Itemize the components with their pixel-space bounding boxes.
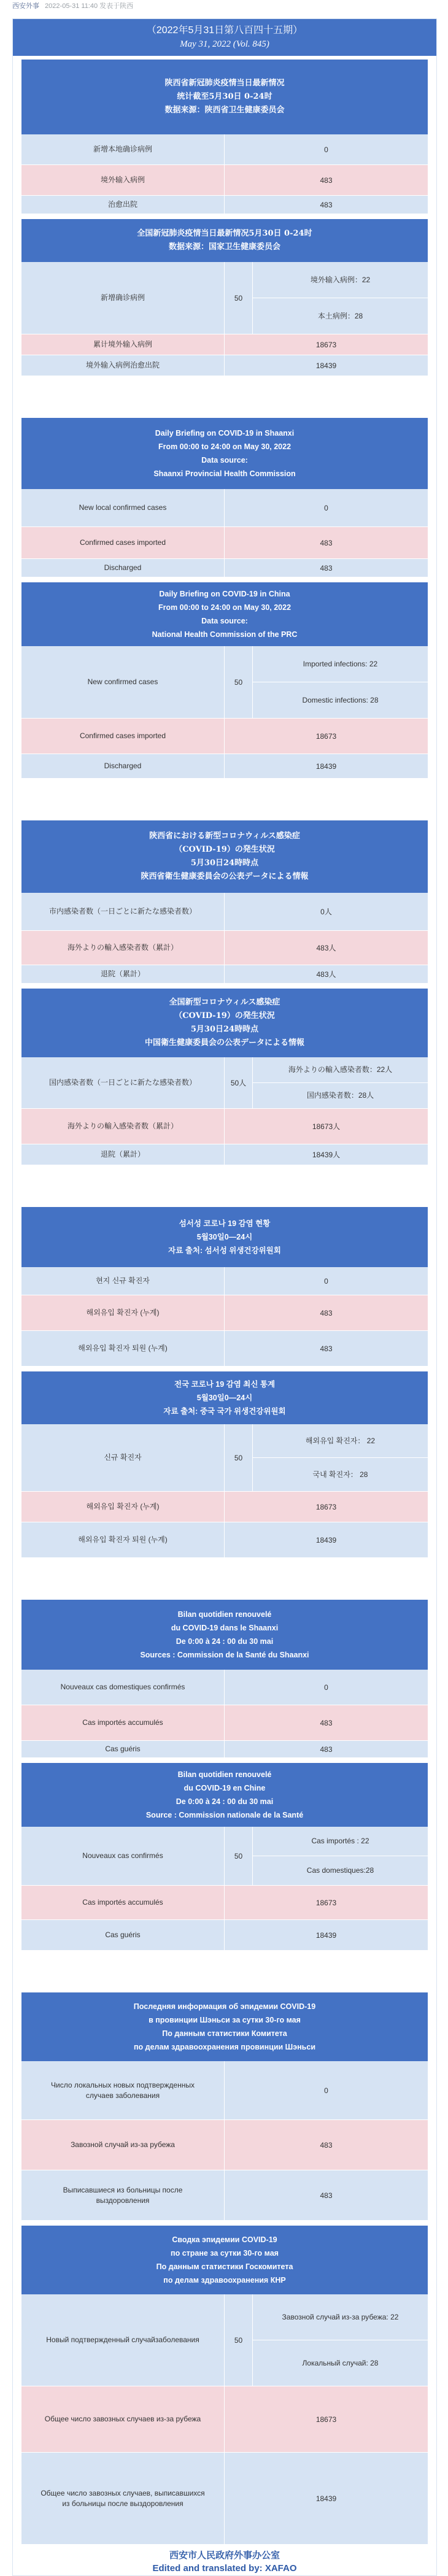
national-briefing-jp bbox=[21, 989, 428, 1165]
table-row: 境外输入病例治愈出院 18439 bbox=[21, 355, 428, 376]
table-row: 国内感染者数（一日ごとに新たな感染者数） 50人 海外よりの輸入感染者数：22人 国内感染者数：28人 bbox=[21, 1057, 428, 1109]
national-briefing-en bbox=[21, 582, 428, 779]
table-row: Confirmed cases imported 18673 bbox=[21, 719, 428, 754]
table-row: Завозной случай из-за рубежа 483 bbox=[21, 2120, 428, 2170]
table-row: Cas importés accumulés 483 bbox=[21, 1705, 428, 1741]
section-header: 全国新型コロナウィルス感染症 （COVID-19）の発生状況 5月30日24時時点 中国衛生健康委員会の公表データによる情報 bbox=[21, 989, 428, 1057]
shaanxi-briefing-jp bbox=[21, 820, 428, 984]
table-row: 治愈出院 483 bbox=[21, 196, 428, 214]
national-briefing-ru bbox=[21, 2226, 428, 2545]
national-briefing-cn bbox=[21, 219, 428, 376]
table-row: Confirmed cases imported 483 bbox=[21, 527, 428, 559]
table-row: 신규 확진자 50 해외유입 확진자： 22 국내 확진자： 28 bbox=[21, 1424, 428, 1492]
table-row: Discharged 483 bbox=[21, 559, 428, 577]
account-name[interactable]: 西安外事 bbox=[12, 2, 39, 10]
table-row: New local confirmed cases 0 bbox=[21, 489, 428, 527]
table-row: Новый подтвержденный случайзаболевания 50 Завозной случай из-за рубежа: 22 Локальный случай: 28 bbox=[21, 2294, 428, 2386]
section-header: 전국 코로나 19 감염 최신 통계 5월30일0—24시 자료 출처: 중국 국가 위생건강위원회 bbox=[21, 1371, 428, 1424]
shaanxi-briefing-en bbox=[21, 418, 428, 577]
section-header: Daily Briefing on COVID-19 in Shaanxi From 00:00 to 24:00 on May 30, 2022 Data source: Shaanxi Provincial Health Commission bbox=[21, 418, 428, 489]
table-row: 市内感染者数（一日ごとに新たな感染者数） 0人 bbox=[21, 893, 428, 931]
table-row: 退院（累計） 18439人 bbox=[21, 1144, 428, 1165]
table-row: 해외유입 확진자 퇴원 (누계) 18439 bbox=[21, 1522, 428, 1558]
national-briefing-kr bbox=[21, 1371, 428, 1558]
publisher-credit-en: Edited and translated by: XAFAO bbox=[152, 2563, 297, 2574]
section-header: 섬서성 코로나 19 감염 현황 5월30일0—24시 자료 출처: 섬서성 위생건강위원회 bbox=[21, 1207, 428, 1267]
issue-date-cn: （2022年5月31日第八百四十五期） bbox=[146, 25, 303, 36]
table-row: Число локальных новых подтвержденных случаев заболевания 0 bbox=[21, 2061, 428, 2120]
publisher-footer bbox=[13, 2545, 436, 2575]
table-row: 해외유입 확진자 (누계) 18673 bbox=[21, 1492, 428, 1522]
table-row: 해외유입 확진자 퇴원 (누계) 483 bbox=[21, 1331, 428, 1367]
section-header: Bilan quotidien renouvelé du COVID-19 en Chine De 0:00 à 24 : 00 du 30 mai Source : Commission nationale de la Santé bbox=[21, 1763, 428, 1827]
issue-date-banner bbox=[13, 19, 436, 56]
section-header: 陕西省新冠肺炎疫情当日最新情况 统计截至5月30日 0-24时 数据来源：陕西省卫生健康委员会 bbox=[21, 60, 428, 134]
section-header: Daily Briefing on COVID-19 in China From 00:00 to 24:00 on May 30, 2022 Data source: National Health Commission of the PRC bbox=[21, 582, 428, 646]
publisher-name-cn: 西安市人民政府外事办公室 bbox=[169, 2550, 280, 2561]
table-row: New confirmed cases 50 Imported infections: 22 Domestic infections: 28 bbox=[21, 646, 428, 719]
table-row: 新增本地确诊病例 0 bbox=[21, 134, 428, 165]
table-row: 海外よりの輸入感染者数（累計） 483人 bbox=[21, 931, 428, 965]
table-row: 累计境外输入病例 18673 bbox=[21, 334, 428, 355]
table-row: Выписавшиеся из больницы после выздоровления 483 bbox=[21, 2170, 428, 2221]
shaanxi-briefing-cn bbox=[21, 60, 428, 214]
table-row: 新增确诊病例 50 境外输入病例：22 本土病例：28 bbox=[21, 262, 428, 334]
table-row: Nouveaux cas domestiques confirmés 0 bbox=[21, 1670, 428, 1705]
section-header: Последняя информация об эпидемии COVID-19 в провинции Шэньси за сутки 30-го мая По данным статистики Комитета по делам здравоохранения провинции Шэньси bbox=[21, 1992, 428, 2061]
table-row: Nouveaux cas confirmés 50 Cas importés : 22 Cas domestiques:28 bbox=[21, 1827, 428, 1886]
table-row: Cas importés accumulés 18673 bbox=[21, 1886, 428, 1920]
publish-location: 发表于陕西 bbox=[99, 2, 134, 10]
issue-date-en: May 31, 2022 (Vol. 845) bbox=[180, 39, 269, 49]
bulletin-card bbox=[12, 18, 437, 2576]
shaanxi-briefing-ru bbox=[21, 1992, 428, 2221]
section-header: 陝西省における新型コロナウィルス感染症 （COVID-19）の発生状況 5月30日24時時点 陝西省衛生健康委員会の公表データによる情報 bbox=[21, 820, 428, 893]
publish-time: 2022-05-31 11:40 bbox=[45, 2, 98, 10]
shaanxi-briefing-kr bbox=[21, 1207, 428, 1367]
table-row: Общее число завозных случаев, выписавшихся из больницы после выздоровления 18439 bbox=[21, 2453, 428, 2545]
table-row: Cas guéris 18439 bbox=[21, 1920, 428, 1951]
table-row: 境外输入病例 483 bbox=[21, 165, 428, 196]
table-row: 해외유입 확진자 (누계) 483 bbox=[21, 1295, 428, 1331]
table-row: 海外よりの輸入感染者数（累計） 18673人 bbox=[21, 1109, 428, 1144]
section-header: Сводка эпидемии COVID-19 по стране за сутки 30-го мая По данным статистики Госкомитета по делам здравоохранения КНР bbox=[21, 2226, 428, 2294]
table-row: 退院（累計） 483人 bbox=[21, 965, 428, 984]
table-row: Cas guéris 483 bbox=[21, 1741, 428, 1758]
article-meta bbox=[0, 0, 448, 12]
national-briefing-fr bbox=[21, 1763, 428, 1951]
shaanxi-briefing-fr bbox=[21, 1600, 428, 1758]
section-header: 全国新冠肺炎疫情当日最新情况5月30日 0-24时 数据来源：国家卫生健康委员会 bbox=[21, 219, 428, 262]
section-header: Bilan quotidien renouvelé du COVID-19 dans le Shaanxi De 0:00 à 24 : 00 du 30 mai Sources : Commission de la Santé du Shaanxi bbox=[21, 1600, 428, 1670]
table-row: Общее число завозных случаев из-за рубежа 18673 bbox=[21, 2386, 428, 2453]
table-row: Discharged 18439 bbox=[21, 754, 428, 779]
table-row: 현지 신규 확진자 0 bbox=[21, 1267, 428, 1295]
